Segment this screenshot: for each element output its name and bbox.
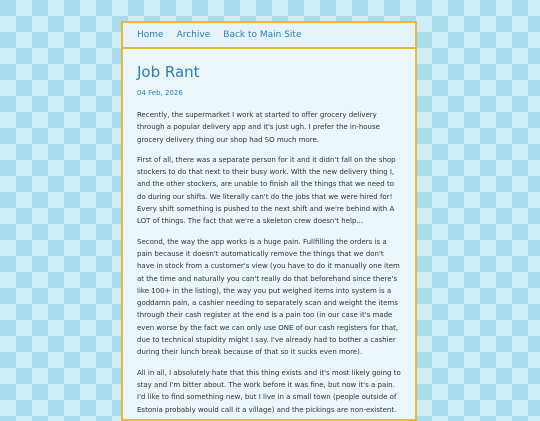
- post-paragraph-4: All in all, I absolutely hate that this thing exists and it's most likely going to stay and I'm bitter about. The work before it was fine, but now it's a pain. I'd like to find something new, but I live in a small town (people outside of Estonia probably would call it a village) and the pickings are non-existent.: [137, 368, 401, 414]
- post-paragraph-3: Second, the way the app works is a huge pain. Fullfilling the orders is a pain because it doesn't automatically remove the things that we don't have in stock from a customer's view (you have to do it manually one item at the time and naturally you can't really do that beforehand since there's like 100+ in the listing), the way you put weighed items into system is a goddamn pain, a cashier needing to separately scan and weight the items through their cash register at the end is a pain too (in our case it's made even worse by the fact we can only use ONE of our cash registers for that, due to technical stupidity might I say. I've already had to bother a cashier during their lunch break because of that so it sucks even more).: [137, 237, 400, 357]
- nav-home-link[interactable]: Home: [137, 30, 164, 40]
- post-date: 04 Feb, 2026: [137, 89, 183, 97]
- post-title: Job Rant: [137, 63, 200, 81]
- post-content: [123, 63, 415, 416]
- nav-archive-link[interactable]: Archive: [176, 30, 211, 40]
- top-nav: [123, 23, 415, 49]
- post-paragraph-2: First of all, there was a separate person for it and it didn't fall on the shop stockers to do that next to their busy work. With the new delivery thing I, and the other stockers, are unable to finish all the things that we need to do during our shifts. We literally can't do the jobs that we were hired for! Every shift something is pushed to the next shift and we're behind with A LOT of things. The fact that we're a skeleton crew doesn't help...: [137, 155, 396, 226]
- post-paragraph-1: Recently, the supermarket I work at started to offer grocery delivery through a popular delivery app and it's just ugh. I prefer the in-house grocery delivery thing our shop had SO much more.: [137, 111, 380, 144]
- nav-back-link[interactable]: Back to Main Site: [223, 30, 302, 40]
- post-container: [121, 21, 417, 421]
